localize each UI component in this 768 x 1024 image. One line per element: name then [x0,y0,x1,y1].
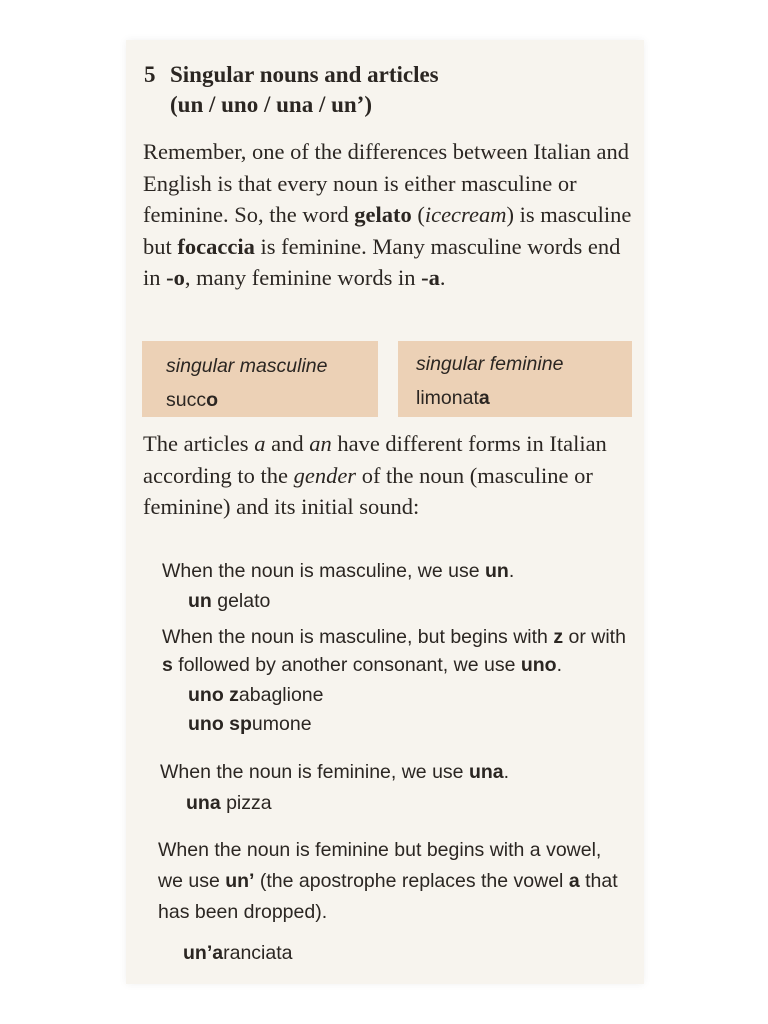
example-prefix: z [229,684,239,706]
example-prefix: sp [229,713,252,735]
example-un-gelato [188,590,270,613]
letter-s: s [162,654,173,676]
heading-line-1 [144,60,439,90]
example-article: un [188,590,212,612]
example-article: uno [188,713,230,735]
rule-masculine [162,557,632,585]
word-gelato: gelato [354,202,412,227]
letter-z: z [553,626,564,648]
example-ending: o [206,389,219,411]
rule-text: When the noun is masculine, but begins with [162,626,554,648]
rule-text: followed by another consonant, we use [172,654,521,676]
example-uno-zabaglione [188,684,324,707]
example-article: un’ [183,942,213,964]
section-heading [144,60,439,120]
rule-article: una [468,761,504,783]
rule-text: When the noun is masculine, we use [162,560,486,582]
rule-feminine-vowel [158,835,618,928]
ending-o: -o [166,265,185,290]
example-unaranciata [183,942,292,965]
rule-feminine [160,758,630,786]
intro-text: . [439,265,446,290]
example-prefix: a [212,942,224,964]
example-article: una [186,792,221,814]
example-rest: pizza [220,792,272,814]
feminine-box [398,341,632,417]
rule-text: When the noun is feminine, we use [160,761,469,783]
ending-a: -a [421,265,440,290]
example-rest: abaglione [238,684,324,706]
masculine-box [142,341,378,417]
para-text: and [265,431,310,456]
word-gender: gender [293,462,357,488]
example-rest: umone [251,713,312,735]
section-subtitle: (un / uno / una / un’) [170,92,372,117]
rule-text: (the apostrophe replaces the vowel [254,870,569,892]
rule-text: that has been dropped). [158,870,618,923]
rule-text: or with [563,626,626,648]
rule-text: . [503,761,510,783]
word-a: a [254,431,266,456]
example-article: uno [188,684,230,706]
feminine-label: singular feminine [416,353,564,375]
example-stem: limonat [416,387,479,409]
intro-paragraph [143,136,643,294]
para-text: have different forms in Italian according to the [143,431,607,488]
intro-text: ) is masculine but [143,202,632,259]
letter-a: a [568,870,580,892]
intro-text: , many feminine words in [184,265,422,290]
section-number: 5 [144,62,156,87]
rule-text: . [556,654,562,676]
articles-paragraph [143,428,643,523]
example-uno-spumone [188,713,312,736]
word-focaccia: focaccia [177,233,255,259]
example-rest: ranciata [223,942,293,964]
para-text: of the noun (masculine or feminine) and its initial sound: [143,462,593,519]
rule-text: . [508,560,515,582]
word-icecream: icecream [424,202,507,227]
rule-article: un [485,560,509,582]
example-una-pizza [186,792,272,815]
intro-text: is feminine. Many masculine words end in [143,233,621,290]
masculine-example [166,389,218,412]
intro-text: Remember, one of the differences between Italian and English is that every noun is either masculine or feminine. So, the word [143,139,629,227]
example-stem: succ [166,389,207,411]
masculine-label: singular masculine [166,355,328,377]
example-ending: a [478,387,490,409]
intro-text: ( [411,202,425,227]
rule-text: When the noun is feminine but begins with a vowel, we use [158,839,602,892]
section-title: Singular nouns and articles [170,62,439,87]
example-rest: gelato [211,590,271,612]
feminine-example [416,387,490,410]
rule-article: uno [520,654,557,676]
para-text: The articles [143,431,255,456]
rule-article: un’ [225,870,255,892]
rule-masculine-z-s [162,623,632,679]
word-an: an [309,431,332,456]
